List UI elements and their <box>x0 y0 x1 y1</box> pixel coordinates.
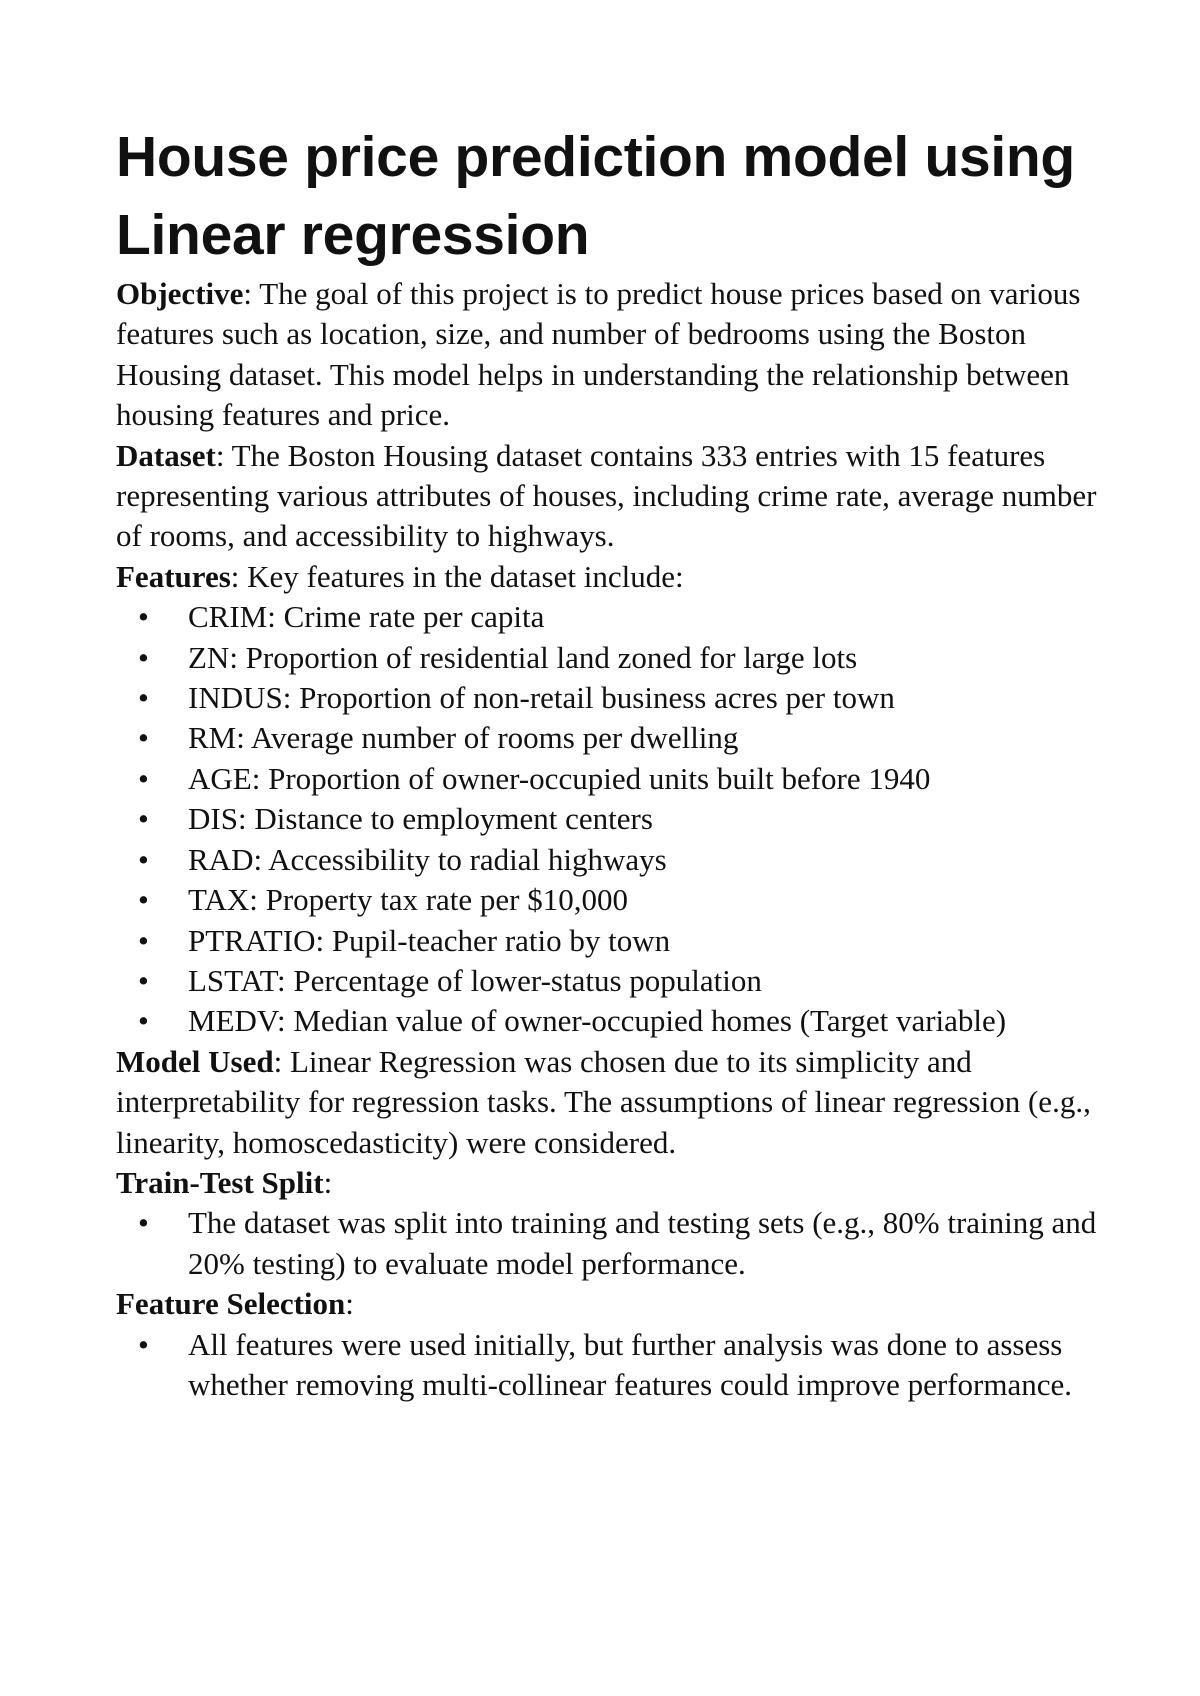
bullet-icon: • <box>138 599 149 635</box>
dataset-text: : The Boston Housing dataset contains 333 entries with 15 features representing various attributes of houses, including crime rate, average number of rooms, and accessibility to highways. <box>116 437 1097 554</box>
list-item <box>116 678 1116 718</box>
list-item-text: RAD: Accessibility to radial highways <box>188 841 667 877</box>
objective-text: : The goal of this project is to predict house prices based on various features such as location, size, and number of bedrooms using the Boston Housing dataset. This model helps in understanding the relationship between housing features and price. <box>116 276 1081 433</box>
train-test-split-label: Train-Test Split <box>116 1164 324 1200</box>
list-item-text: INDUS: Proportion of non-retail business acres per town <box>188 680 895 716</box>
list-item-text: ZN: Proportion of residential land zoned for large lots <box>188 639 858 675</box>
list-item <box>116 1001 1116 1041</box>
list-item <box>116 597 1116 637</box>
dataset-paragraph <box>116 436 1116 557</box>
dataset-label: Dataset <box>116 437 216 473</box>
list-item-text: PTRATIO: Pupil-teacher ratio by town <box>188 922 671 958</box>
feature-selection-label: Feature Selection <box>116 1286 346 1322</box>
train-test-split-colon: : <box>323 1164 333 1200</box>
list-item <box>116 921 1116 961</box>
bullet-icon: • <box>138 720 149 756</box>
bullet-icon: • <box>138 639 149 675</box>
list-item <box>116 880 1116 920</box>
feature-selection-colon: : <box>345 1286 354 1322</box>
page-title: House price prediction model using Linear regression <box>116 125 1075 267</box>
list-item <box>116 638 1116 678</box>
features-text: : Key features in the dataset include: <box>230 558 684 594</box>
list-item-text: LSTAT: Percentage of lower-status population <box>188 962 762 998</box>
bullet-icon: • <box>138 841 149 877</box>
list-item <box>116 840 1116 880</box>
bullet-icon: • <box>138 760 149 796</box>
bullet-icon: • <box>138 680 149 716</box>
features-list <box>116 597 1116 1041</box>
list-item <box>116 961 1116 1001</box>
train-test-split-list <box>116 1203 1116 1284</box>
document-body <box>116 274 1116 1405</box>
list-item <box>116 799 1116 839</box>
list-item <box>116 718 1116 758</box>
bullet-icon: • <box>138 801 149 837</box>
list-item-text: All features were used initially, but further analysis was done to assess whether removing multi-collinear features could improve performance. <box>188 1326 1073 1402</box>
features-label: Features <box>116 558 231 594</box>
features-paragraph <box>116 557 1116 597</box>
bullet-icon: • <box>138 1205 149 1241</box>
bullet-icon: • <box>138 922 149 958</box>
train-test-split-heading <box>116 1163 1116 1203</box>
list-item-text: CRIM: Crime rate per capita <box>188 599 545 635</box>
feature-selection-heading <box>116 1284 1116 1324</box>
list-item <box>116 1203 1116 1284</box>
bullet-icon: • <box>138 1326 149 1362</box>
objective-paragraph <box>116 274 1116 436</box>
list-item <box>116 1325 1116 1406</box>
model-used-label: Model Used <box>116 1043 274 1079</box>
list-item-text: The dataset was split into training and testing sets (e.g., 80% training and 20% testing) to evaluate model performance. <box>188 1205 1097 1281</box>
list-item-text: DIS: Distance to employment centers <box>188 801 653 837</box>
bullet-icon: • <box>138 962 149 998</box>
feature-selection-list <box>116 1325 1116 1406</box>
objective-label: Objective <box>116 276 244 311</box>
list-item-text: MEDV: Median value of owner-occupied homes (Target variable) <box>188 1003 1007 1039</box>
list-item-text: AGE: Proportion of owner-occupied units built before 1940 <box>188 760 931 796</box>
bullet-icon: • <box>138 1003 149 1039</box>
list-item <box>116 759 1116 799</box>
model-used-text: : Linear Regression was chosen due to its simplicity and interpretability for regression tasks. The assumptions of linear regression (e.g., linearity, homoscedasticity) were considered. <box>116 1043 1091 1160</box>
model-used-paragraph <box>116 1042 1116 1163</box>
list-item-text: TAX: Property tax rate per $10,000 <box>188 882 629 918</box>
bullet-icon: • <box>138 882 149 918</box>
list-item-text: RM: Average number of rooms per dwelling <box>188 720 739 756</box>
document-page <box>116 118 1116 1405</box>
